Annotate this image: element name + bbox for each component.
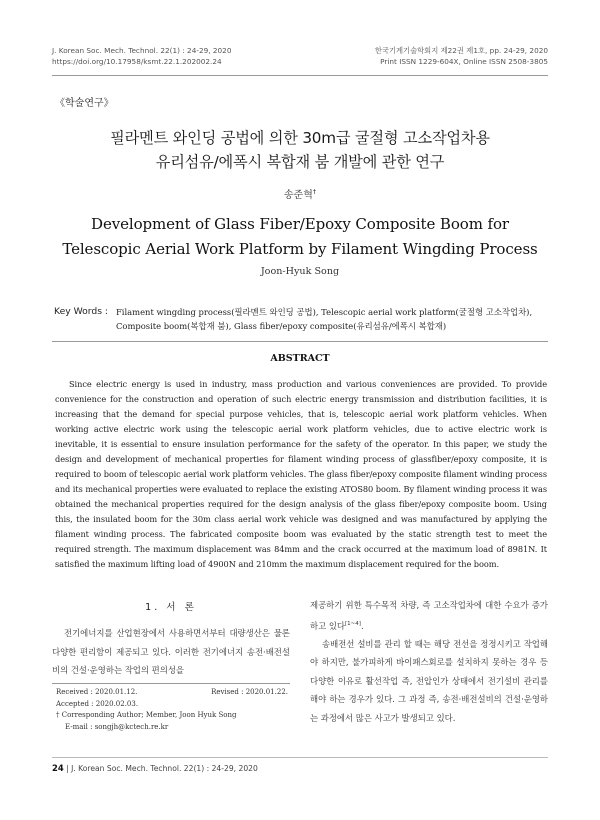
footnote-dates xyxy=(56,687,288,699)
author-english: Joon-Hyuk Song xyxy=(260,266,340,277)
accepted-date: Accepted : 2020.02.03. xyxy=(56,699,139,708)
body-column-left xyxy=(52,624,290,680)
citation-ref[interactable]: [1~4] xyxy=(345,620,361,627)
corresponding-author: † Corresponding Author; Member, Joon Hyuk Song xyxy=(56,711,237,719)
abstract-text: Since electric energy is used in industry, mass production and various conveniences are provided. To provide convenience for the construction and operation of such electric energy transmission and distribution facilities, it is increasing that the demand for special purpose vehicles, that is, telescopic aerial work platform vehicles. When working active electric work using the telescopic aerial work platform vehicles, due to active electric work is inevitable, it is essential to ensure insulation performance for the safety of the operator. In this paper, we study the design and development of mechanical properties for filament winding process of glassfiber/epoxy composite, it is required to boom of telescopic aerial work platform vehicles. The glass fiber/epoxy composite filament winding process and its mechanical properties were evaluated to replace the existing ATOS80 boom. By filament winding process it was obtained the mechanical properties required for the design analysis of the glass fiber/epoxy composite boom. Using this, the insulated boom for the 30m class aerial work vehicle was designed and was manufactured by applying the filament winding process. The fabricated composite boom was evaluated by the static strength test to meet the required strength. The maximum displacement was 84mm and the crack occurred at the maximum load of 8981N. It satisfied the maximum lifting load of 4900N and 210mm the maximum displacement required for the boom. xyxy=(55,379,547,569)
article-category: 《학술연구》 xyxy=(55,98,114,109)
keywords-block xyxy=(54,305,548,333)
author-korean-name: 송준혁 xyxy=(283,190,313,201)
page-number: 24 xyxy=(52,763,64,773)
journal-citation-ko: 한국기계기술학회지 제22권 제1호, pp. 24-29, 2020 xyxy=(374,46,548,55)
revised-date: Revised : 2020.01.22. xyxy=(211,688,288,696)
footer-divider xyxy=(52,757,548,758)
body-paragraph-text: 제공하기 위한 특수목적 차량, 즉 고소작업차에 대한 수요가 증가 하고 있다 xyxy=(310,600,548,631)
doi-link[interactable]: https://doi.org/10.17958/ksmt.22.1.202002.24 xyxy=(52,57,222,66)
journal-header-left xyxy=(52,45,231,67)
footer-separator: | xyxy=(66,764,72,773)
body-column-right xyxy=(310,596,548,727)
journal-header-right xyxy=(375,45,548,67)
received-date: Received : 2020.01.12. xyxy=(56,688,138,696)
title-korean-line-1: 필라멘트 와인딩 공법에 의한 30m급 굴절형 고소작업차용 xyxy=(110,129,490,147)
body-paragraph xyxy=(310,596,548,635)
title-english xyxy=(0,212,600,262)
author-email[interactable]: E-mail : songjh@kctech.re.kr xyxy=(65,722,169,731)
corresponding-mark: † xyxy=(312,187,317,196)
footnotes xyxy=(56,687,288,733)
abstract-heading: ABSTRACT xyxy=(270,353,330,364)
body-paragraph-end: . xyxy=(360,620,364,631)
keywords-line-2: Composite boom(복합재 붐), Glass fiber/epoxy composite(유리섬유/에폭시 복합재) xyxy=(116,321,447,331)
footnote-divider xyxy=(52,683,290,684)
header-divider xyxy=(52,75,548,76)
body-paragraph: 송배전선 설비를 관리 할 때는 해당 전선을 정정시키고 작업해야 하지만, 불가피하게 바이패스회로를 설치하지 못하는 경우 등 다양한 이유로 활선작업 즉, 전압인가 상태에서 전기설비 관리를 해야 하는 경우가 있다. 그 과정 즉, 송전·배전설비의 건설·운영하는 과정에서 많은 사고가 발생되고 있다. xyxy=(310,638,548,723)
author-korean xyxy=(0,186,600,201)
page-footer xyxy=(52,763,258,773)
footer-citation: J. Korean Soc. Mech. Technol. 22(1) : 24-29, 2020 xyxy=(71,764,258,773)
journal-citation: J. Korean Soc. Mech. Technol. 22(1) : 24-29, 2020 xyxy=(52,46,232,55)
keywords-line-1: Filament wingding process(필라멘트 와인딩 공법), Telescopic aerial work platform(굴절형 고소작업차), xyxy=(116,307,533,317)
abstract-divider xyxy=(52,341,548,342)
title-english-line-2: Telescopic Aerial Work Platform by Filament Wingding Process xyxy=(62,240,538,258)
section-heading-introduction: 1. 서 론 xyxy=(145,602,197,613)
keywords-list xyxy=(116,305,548,333)
title-english-line-1: Development of Glass Fiber/Epoxy Composite Boom for xyxy=(91,215,509,233)
body-paragraph: 전기에너지를 산업현장에서 사용하면서부터 대량생산은 물론 다양한 편리함이 제공되고 있다. 이러한 전기에너지 송전·배전설비의 건설·운영하는 작업의 편의성을 xyxy=(52,628,290,675)
issn-info: Print ISSN 1229-604X, Online ISSN 2508-3805 xyxy=(380,57,548,66)
keywords-label: Key Words : xyxy=(54,306,108,317)
title-korean-line-2: 유리섬유/에폭시 복합재 붐 개발에 관한 연구 xyxy=(155,153,445,171)
title-korean xyxy=(0,126,600,174)
